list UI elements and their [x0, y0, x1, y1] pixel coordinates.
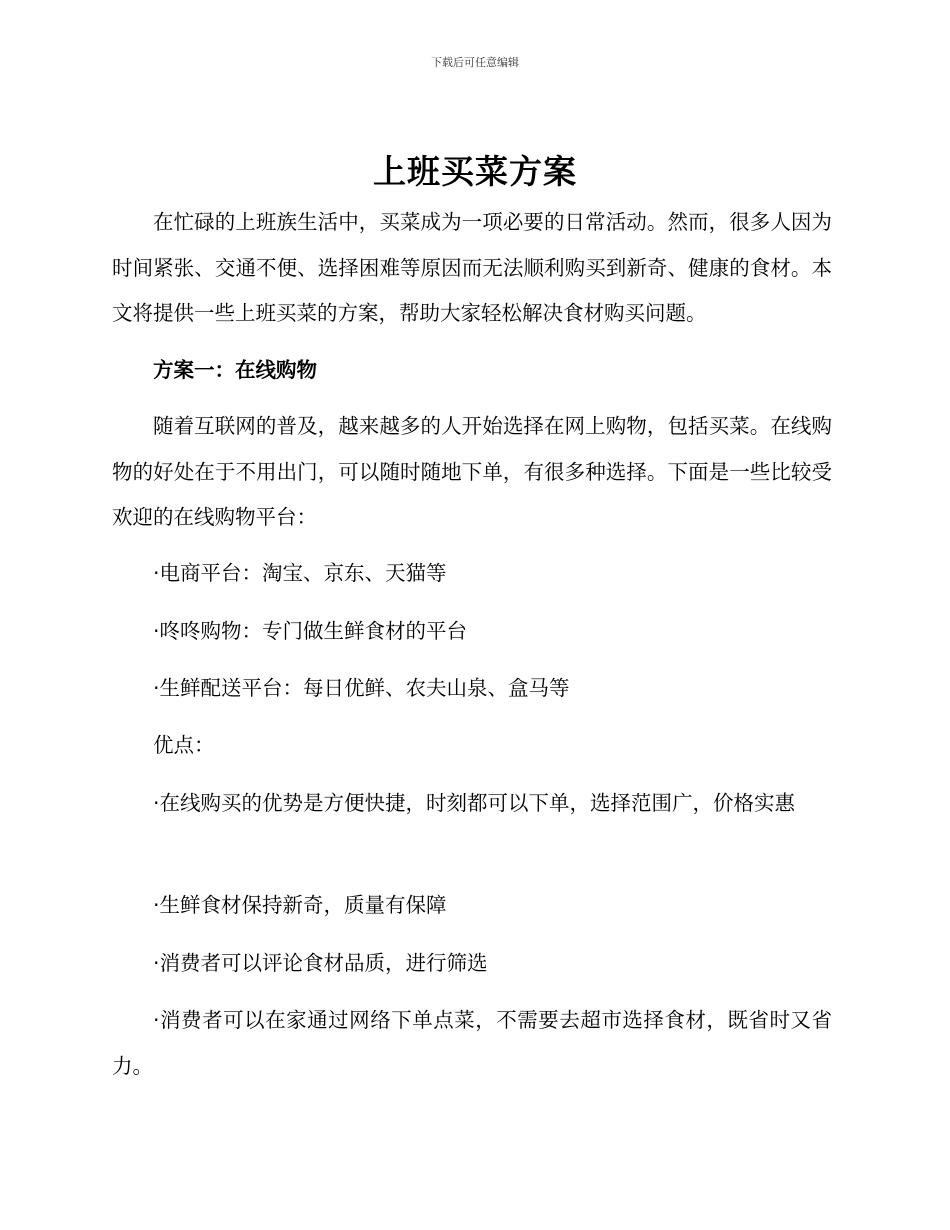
advantages-label: 优点： [153, 733, 215, 757]
list-item-text: 消费者可以评论食材品质，进行筛选 [159, 951, 488, 975]
bullet-icon: · [153, 619, 160, 643]
list-item [112, 666, 832, 712]
list-item-text: 电商平台：淘宝、京东、天猫等 [159, 561, 447, 585]
list-item [112, 998, 832, 1089]
bullet-icon: · [153, 1008, 160, 1032]
list-item [112, 551, 832, 597]
list-item-text: 生鲜配送平台：每日优鲜、农夫山泉、盒马等 [159, 676, 570, 700]
bullet-icon: · [153, 951, 160, 975]
list-item-text: 在线购买的优势是方便快捷，时刻都可以下单，选择范围广，价格实惠 [159, 791, 796, 815]
online-shopping-paragraph: 随着互联网的普及，越来越多的人开始选择在网上购物，包括买菜。在线购物的好处在于不用出门，可以随时随地下单，有很多种选择。下面是一些比较受欢迎的在线购物平台： [112, 414, 832, 529]
list-item [112, 781, 832, 827]
document-title: 上班买菜方案 [373, 152, 577, 191]
list-item [112, 609, 832, 655]
bullet-icon: · [153, 791, 160, 815]
intro-paragraph: 在忙碌的上班族生活中，买菜成为一项必要的日常活动。然而，很多人因为时间紧张、交通不便、选择困难等原因而无法顺利购买到新奇、健康的食材。本文将提供一些上班买菜的方案，帮助大家轻松解决食材购买问题。 [112, 210, 832, 325]
list-item-text: 生鲜食材保持新奇，质量有保障 [159, 893, 447, 917]
list-item-text: 咚咚购物：专门做生鲜食材的平台 [159, 619, 468, 643]
list-item-text: 消费者可以在家通过网络下单点菜，不需要去超市选择食材，既省时又省力。 [112, 1008, 832, 1078]
list-item [112, 883, 832, 929]
bullet-icon: · [153, 676, 160, 700]
bullet-icon: · [153, 561, 160, 585]
list-item [112, 941, 832, 987]
page-header-note: 下载后可任意编辑 [431, 56, 519, 69]
section-heading: 方案一：在线购物 [153, 358, 317, 382]
bullet-icon: · [153, 893, 160, 917]
